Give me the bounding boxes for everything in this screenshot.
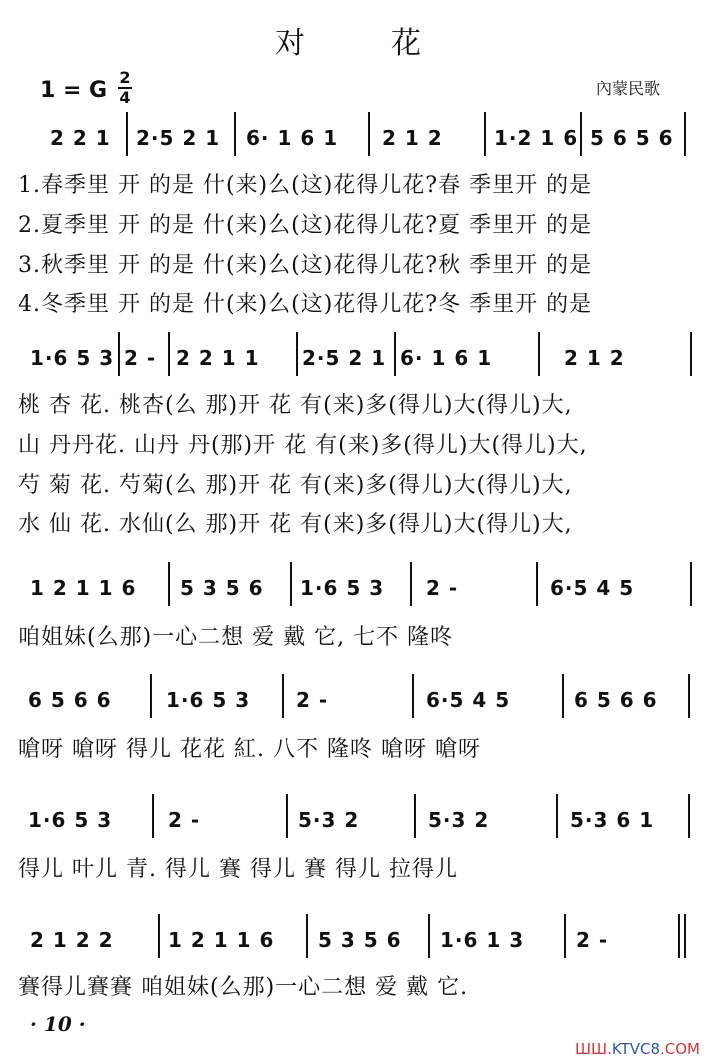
measure-notes: 5 3 5 6 xyxy=(180,576,264,600)
measure-notes: 1 2 1 1 6 xyxy=(168,928,275,952)
measure-notes: 6·5 4 5 xyxy=(550,576,635,600)
measure-notes: 1·6 5 3 xyxy=(166,688,251,712)
measure-notes: 5 3 5 6 xyxy=(318,928,402,952)
page-number: · 10 · xyxy=(30,1012,86,1036)
measure-notes: 2 - xyxy=(124,346,157,370)
lyric-line: 1.春季里 开 的是 什(来)么(这)花得儿花?春 季里开 的是 xyxy=(18,173,593,198)
song-source: 內蒙民歌 xyxy=(595,79,660,98)
measure-notes: 1·6 5 3 xyxy=(30,346,115,370)
measure-notes: 1 2 1 1 6 xyxy=(30,576,137,600)
lyric-line: 3.秋季里 开 的是 什(来)么(这)花得儿花?秋 季里开 的是 xyxy=(18,253,593,278)
lyric-line: 嗆呀 嗆呀 得儿 花花 紅. 八不 隆咚 嗆呀 嗆呀 xyxy=(18,737,481,762)
measure-notes: 2 2 1 1 xyxy=(176,346,260,370)
measure-notes: 5·3 2 xyxy=(298,808,360,832)
lyric-line: 賽得儿賽賽 咱姐妹(么那)一心二想 爱 戴 它. xyxy=(18,975,469,1000)
key-signature: 1 = G xyxy=(40,78,108,103)
song-title: 对 花 xyxy=(275,26,449,61)
measure-notes: 2 1 2 xyxy=(564,346,625,370)
measure-notes: 5·3 6 1 xyxy=(570,808,655,832)
notation-row xyxy=(0,792,710,836)
lyric-line: 芍 菊 花. 芍菊(么 那)开 花 有(来)多(得儿)大(得儿)大, xyxy=(18,473,573,498)
notation-row xyxy=(0,912,710,956)
measure-notes: 1·6 1 3 xyxy=(440,928,525,952)
meter-bottom: 4 xyxy=(119,88,131,107)
time-signature xyxy=(118,70,132,106)
lyric-line: 咱姐妹(么那)一心二想 爱 戴 它, 七不 隆咚 xyxy=(18,625,454,650)
watermark-suffix: .COM xyxy=(660,1040,700,1058)
measure-notes: 6·5 4 5 xyxy=(426,688,511,712)
measure-notes: 2 - xyxy=(576,928,609,952)
lyric-line: 2.夏季里 开 的是 什(来)么(这)花得儿花?夏 季里开 的是 xyxy=(18,213,593,238)
measure-notes: 2·5 2 1 xyxy=(136,126,221,150)
meter-top: 2 xyxy=(119,68,131,87)
measure-notes: 2 1 2 2 xyxy=(30,928,114,952)
measure-notes: 2 1 2 xyxy=(382,126,443,150)
measure-notes: 2 - xyxy=(168,808,201,832)
lyric-line: 山 丹丹花. 山丹 丹(那)开 花 有(来)多(得儿)大(得儿)大, xyxy=(18,433,588,458)
notation-row xyxy=(0,330,710,374)
measure-notes: 2·5 2 1 xyxy=(302,346,387,370)
measure-notes: 5 6 5 6 xyxy=(590,126,674,150)
lyric-line: 得儿 叶儿 青. 得儿 賽 得儿 賽 得儿 拉得儿 xyxy=(18,857,458,882)
site-watermark xyxy=(575,1040,700,1058)
measure-notes: 2 - xyxy=(296,688,329,712)
notation-row xyxy=(0,560,710,604)
measure-notes: 6 5 6 6 xyxy=(28,688,112,712)
notation-row xyxy=(0,672,710,716)
measure-notes: 1·2 1 6 xyxy=(494,126,579,150)
measure-notes: 2 - xyxy=(426,576,459,600)
measure-notes: 6· 1 6 1 xyxy=(400,346,493,370)
lyric-line: 水 仙 花. 水仙(么 那)开 花 有(来)多(得儿)大(得儿)大, xyxy=(18,512,573,537)
lyric-line: 4.冬季里 开 的是 什(来)么(这)花得儿花?冬 季里开 的是 xyxy=(18,292,593,317)
measure-notes: 6· 1 6 1 xyxy=(246,126,339,150)
measure-notes: 5·3 2 xyxy=(428,808,490,832)
measure-notes: 1·6 5 3 xyxy=(28,808,113,832)
notation-row xyxy=(0,110,710,154)
measure-notes: 2 2 1 xyxy=(50,126,111,150)
measure-notes: 6 5 6 6 xyxy=(574,688,658,712)
measure-notes: 1·6 5 3 xyxy=(300,576,385,600)
watermark-brand: KTVC8 xyxy=(611,1040,660,1058)
watermark-prefix: ШШ. xyxy=(575,1040,612,1058)
lyric-line: 桃 杏 花. 桃杏(么 那)开 花 有(来)多(得儿)大(得儿)大, xyxy=(18,393,573,418)
